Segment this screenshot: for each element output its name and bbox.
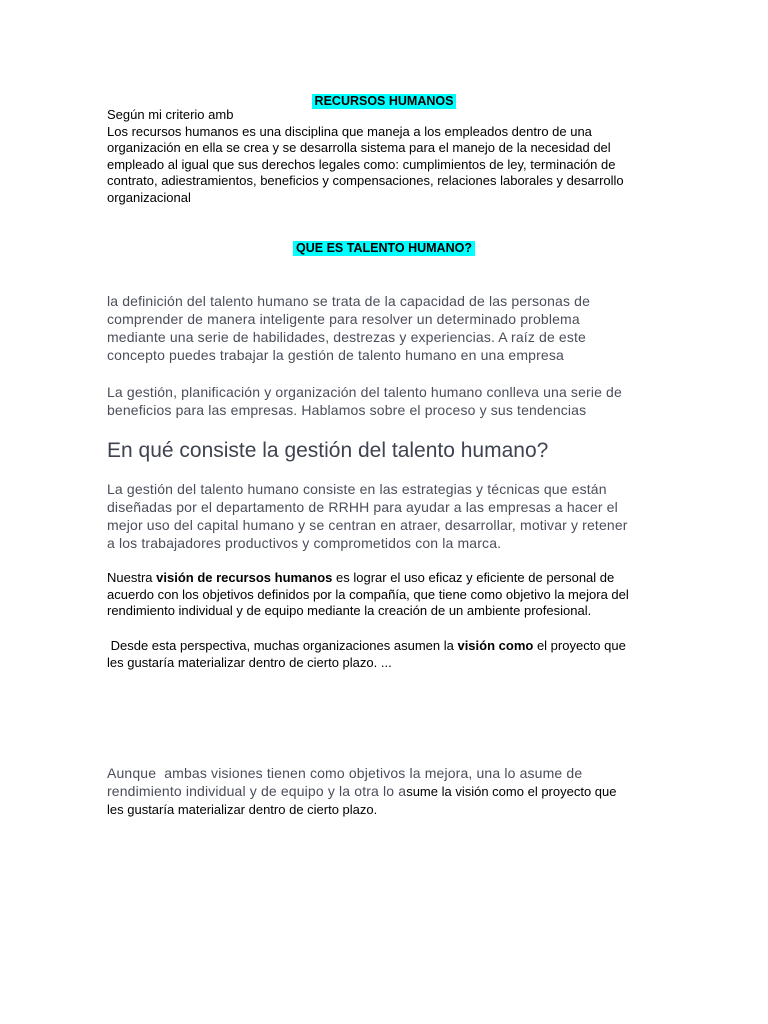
perspectiva-paragraph bbox=[107, 638, 663, 671]
text-line: acuerdo con los objetivos definidos por la compañía, que tiene como objetivo la mejora del bbox=[107, 586, 629, 602]
definicion-paragraph bbox=[107, 292, 663, 364]
text-line: les gustaría materializar dentro de cierto plazo. bbox=[107, 802, 378, 817]
aunque-paragraph bbox=[107, 764, 663, 819]
vision-text: es lograr el uso eficaz y eficiente de personal de bbox=[332, 570, 615, 585]
perspectiva-line-1 bbox=[107, 638, 663, 655]
perspectiva-text: el proyecto que bbox=[533, 638, 626, 653]
aunque-black-text: sume la visión como el proyecto que bbox=[406, 784, 617, 799]
heading-talento-humano-wrap bbox=[0, 239, 768, 257]
text-line: rendimiento individual y de equipo mediante la creación de un ambiente profesional. bbox=[107, 603, 592, 618]
text-line: La gestión, planificación y organización del talento humano conlleva una serie de bbox=[107, 384, 622, 400]
text-line: mejor uso del capital humano y se centran en atraer, desarrollar, motivar y retener bbox=[107, 517, 628, 533]
text-line: beneficios para las empresas. Hablamos sobre el proceso y sus tendencias bbox=[107, 402, 587, 418]
gestion-paragraph bbox=[107, 383, 663, 419]
heading-recursos-humanos: RECURSOS HUMANOS bbox=[312, 94, 457, 109]
text-line: diseñadas por el departamento de RRHH para ayudar a las empresas a hacer el bbox=[107, 499, 618, 515]
text-line: organizacional bbox=[107, 189, 191, 205]
recursos-humanos-paragraph bbox=[107, 107, 663, 206]
text-line: organización en ella se crea y se desarrolla sistema para el manejo de la necesidad del bbox=[107, 140, 611, 155]
heading-gestion-talento: En qué consiste la gestión del talento humano? bbox=[107, 439, 549, 462]
vision-paragraph bbox=[107, 570, 663, 620]
text-line: empleado al igual que sus derechos legales como: cumplimientos de ley, terminación de bbox=[107, 156, 616, 172]
aunque-line-2 bbox=[107, 782, 663, 801]
text-line: la definición del talento humano se trata de la capacidad de las personas de bbox=[107, 293, 591, 309]
perspectiva-text: Desde esta perspectiva, muchas organizaciones asumen la bbox=[107, 638, 458, 653]
text-line: comprender de manera inteligente para resolver un determinado problema bbox=[107, 311, 580, 327]
perspectiva-bold-text: visión como bbox=[457, 638, 534, 653]
gestion-talento-paragraph bbox=[107, 480, 663, 552]
text-line: Aunque ambas visiones tienen como objetivos la mejora, una lo asume de bbox=[107, 765, 583, 781]
text-line: les gustaría materializar dentro de cierto plazo. ... bbox=[107, 654, 392, 670]
criterio-line: Según mi criterio amb bbox=[107, 107, 234, 122]
text-line: concepto puedes trabajar la gestión de talento humano en una empresa bbox=[107, 347, 564, 363]
text-line: La gestión del talento humano consiste en las estrategias y técnicas que están bbox=[107, 481, 607, 497]
vision-text: Nuestra bbox=[107, 570, 157, 585]
text-line: a los trabajadores productivos y comprometidos con la marca. bbox=[107, 535, 502, 551]
text-line: mediante una serie de habilidades, destrezas y experiencias. A raíz de este bbox=[107, 329, 586, 345]
text-line: contrato, adiestramientos, beneficios y compensaciones, relaciones laborales y desarrollo bbox=[107, 173, 624, 188]
aunque-gray-text: rendimiento individual y de equipo y la otra lo a bbox=[107, 783, 407, 799]
text-line: Los recursos humanos es una disciplina que maneja a los empleados dentro de una bbox=[107, 123, 592, 139]
vision-bold-text: visión de recursos humanos bbox=[156, 570, 333, 585]
heading-talento-humano: QUE ES TALENTO HUMANO? bbox=[293, 241, 475, 256]
vision-line-1 bbox=[107, 570, 663, 587]
